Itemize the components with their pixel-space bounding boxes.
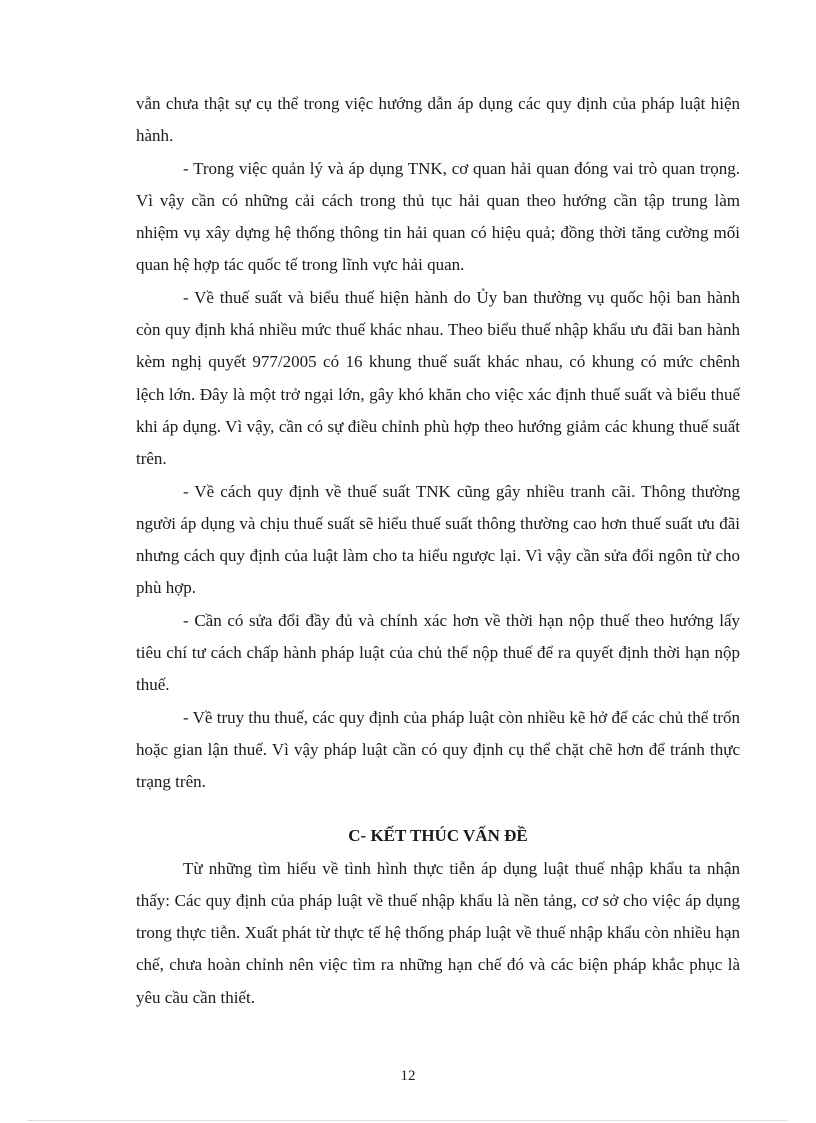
section-heading: C- KẾT THÚC VẤN ĐỀ (348, 825, 528, 845)
paragraph-customs-reform: - Trong việc quản lý và áp dụng TNK, cơ quan hải quan đóng vai trò quan trọng. Vì vậy cần có những cải cách trong thủ tục hải quan theo hướng cần tập trung làm nhiệm vụ xây dựng hệ thống thông tin hải quan có hiệu quả; đồng thời tăng cường mối quan hệ hợp tác quốc tế trong lĩnh vực hải quan. (136, 158, 740, 275)
paragraph-continuation: vẫn chưa thật sự cụ thể trong việc hướng dẫn áp dụng các quy định của pháp luật hiện hành. (136, 94, 740, 146)
paragraph-payment-deadline: - Cần có sửa đổi đầy đủ và chính xác hơn về thời hạn nộp thuế theo hướng lấy tiêu chí tư cách chấp hành pháp luật của chủ thể nộp thuế để ra quyết định thời hạn nộp thuế. (136, 610, 740, 695)
paragraph-conclusion: Từ những tìm hiểu về tình hình thực tiễn áp dụng luật thuế nhập khẩu ta nhận thấy: Các quy định của pháp luật về thuế nhập khẩu là nền tảng, cơ sở cho việc áp dụng trong thực tiễn. Xuất phát từ thực tế hệ thống pháp luật về thuế nhập khẩu còn nhiều hạn chế, chưa hoàn chỉnh nên việc tìm ra những hạn chế đó và các biện pháp khắc phục là yêu cầu cần thiết. (136, 858, 740, 1007)
page-number: 12 (400, 1068, 416, 1084)
document-body (136, 88, 740, 1014)
paragraph-tax-rate-wording: - Về cách quy định về thuế suất TNK cũng gây nhiều tranh cãi. Thông thường người áp dụng và chịu thuế suất sẽ hiểu thuế suất thông thường cao hơn thuế suất ưu đãi nhưng cách quy định của luật làm cho ta hiểu ngược lại. Vì vậy cần sửa đổi ngôn từ cho phù hợp. (136, 481, 740, 598)
paragraph-tax-rates: - Về thuế suất và biểu thuế hiện hành do Ủy ban thường vụ quốc hội ban hành còn quy định khá nhiều mức thuế khác nhau. Theo biểu thuế nhập khẩu ưu đãi ban hành kèm nghị quyết 977/2005 có 16 khung thuế suất khác nhau, có khung có mức chênh lệch lớn. Đây là một trở ngại lớn, gây khó khăn cho việc xác định thuế suất và biểu thuế khi áp dụng. Vì vậy, cần có sự điều chỉnh phù hợp theo hướng giảm các khung thuế suất trên. (136, 287, 740, 469)
page-bottom-divider (28, 1120, 788, 1121)
paragraph-tax-recovery: - Về truy thu thuế, các quy định của pháp luật còn nhiều kẽ hở để các chủ thể trốn hoặc gian lận thuế. Vì vậy pháp luật cần có quy định cụ thể chặt chẽ hơn để tránh thực trạng trên. (136, 707, 740, 792)
